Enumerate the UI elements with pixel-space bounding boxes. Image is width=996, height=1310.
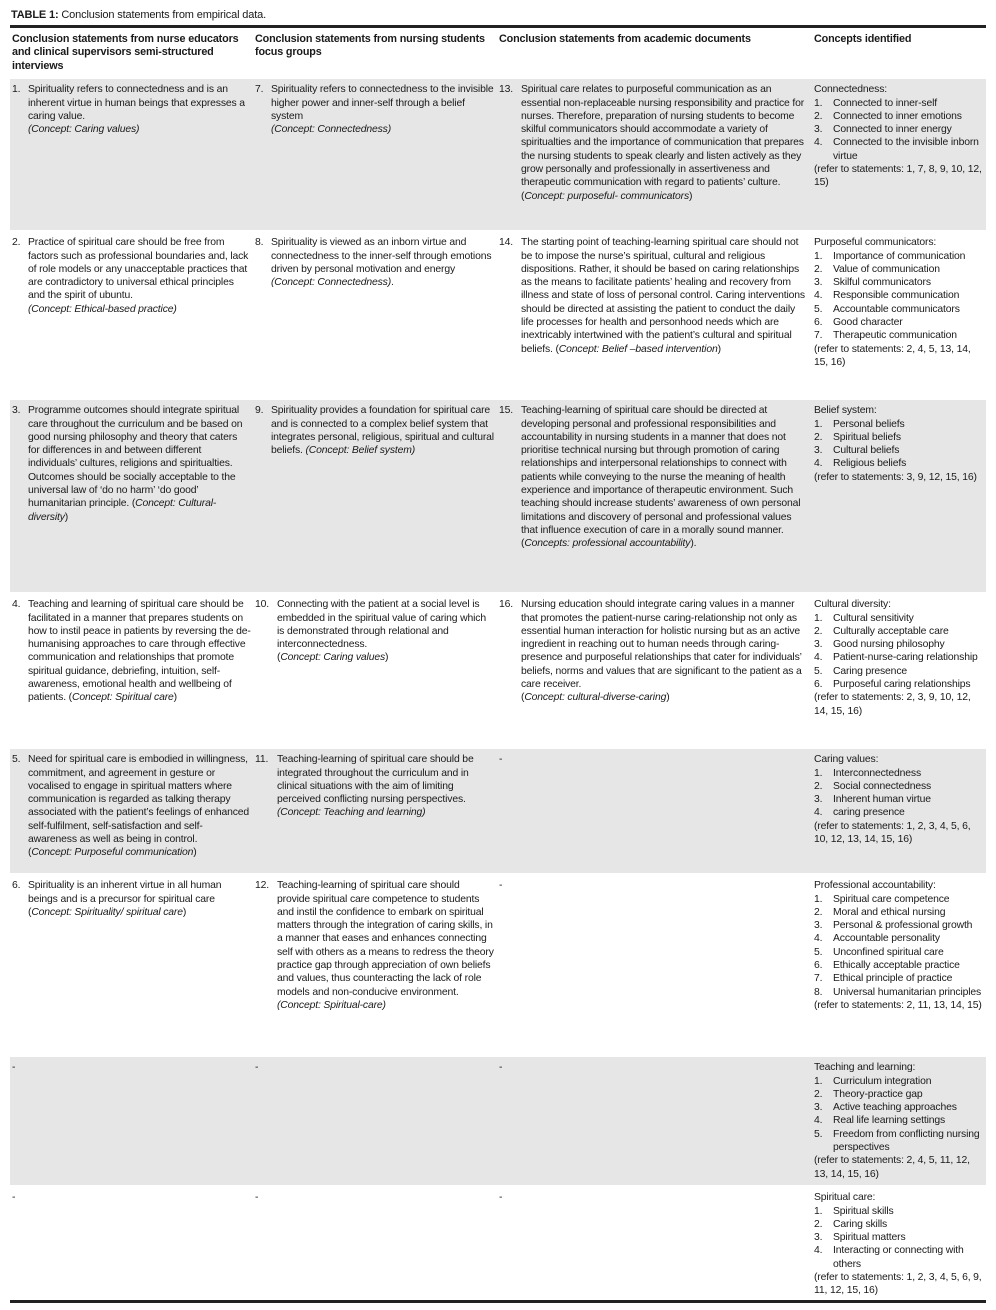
statement-number: 7. (255, 84, 264, 96)
statement-text (28, 753, 251, 859)
concept-item-text: Therapeutic communication (833, 330, 957, 342)
concept-close: ) (182, 906, 187, 918)
concept-item-number: 1. (814, 767, 823, 779)
concept-item-number: 2. (814, 1088, 823, 1100)
statement-number: 2. (12, 237, 21, 249)
concept-item-text: caring presence (833, 807, 905, 819)
concept-label: (Concept: Spiritual-care) (277, 999, 386, 1011)
concepts-cell (812, 874, 986, 1056)
statement-text (28, 83, 251, 136)
concept-open: ( (68, 692, 72, 704)
concept-item-text: Spiritual beliefs (833, 431, 901, 443)
concept-item (814, 972, 984, 985)
table-row (10, 593, 986, 748)
educator-statement-cell (10, 1186, 253, 1301)
educator-statement-cell (10, 78, 253, 231)
concept-item (814, 906, 984, 919)
concept-title: Cultural diversity: (814, 599, 891, 611)
statement-number: 11. (255, 754, 269, 766)
concept-title: Teaching and learning: (814, 1062, 916, 1074)
statement-text (277, 879, 495, 1012)
table-row (10, 1056, 986, 1186)
educator-statement (12, 753, 251, 859)
concept-refs: (refer to statements: 1, 7, 8, 9, 10, 12, 15) (814, 164, 982, 189)
concept-item (814, 1231, 984, 1244)
concept-item-number: 1. (814, 250, 823, 262)
concepts-cell (812, 1056, 986, 1186)
statement-body: Teaching and learning of spiritual care should be facilitated in a manner that prepares students on how to instil peace in patients by reversing the de-humanising approaches to care through effective communication and relationships that promote spiritual guidance, debriefing, intuition, self-awareness, emotional health and wellbeing of patients. (28, 599, 251, 704)
educator-statement-cell (10, 874, 253, 1056)
concept-item-text: Curriculum integration (833, 1075, 932, 1087)
document-statement-cell (497, 1186, 812, 1301)
educator-statement-cell (10, 593, 253, 748)
concept-item-number: 4. (814, 807, 823, 819)
concept-item-number: 7. (814, 973, 823, 985)
student-statement (255, 598, 495, 664)
concept-item (814, 625, 984, 638)
statement-body: Spiritual care relates to purposeful communication as an essential non-replaceable nursing responsibility and practice for nurses. Therefore, preparation of nursing students to become skilful communicators should accommodate a variety of spiritualties and the importance of communication that prepares the nursing students to speak clearly and listen actively as they grow personally and professionally in assertiveness and therapeutic communication with regard to patients’ culture. (521, 84, 805, 189)
concepts-cell (812, 1186, 986, 1301)
document-statement (499, 236, 810, 356)
document-statement (499, 598, 810, 704)
statement-text (28, 879, 251, 919)
concept-open: ( (28, 847, 32, 859)
concept-item-text: Ethically acceptable practice (833, 960, 960, 971)
concept-item-text: Freedom from conflicting nursing perspectives (833, 1128, 980, 1153)
concept-item-text: Real life learning settings (833, 1115, 946, 1127)
educator-statement (12, 598, 251, 704)
conclusion-statements-table (10, 25, 986, 1303)
concept-item (814, 431, 984, 444)
concept-item-text: Culturally acceptable care (833, 625, 949, 637)
concept-item-text: Personal beliefs (833, 418, 905, 430)
empty-dash: - (255, 1062, 259, 1074)
concept-label: Concept: Belief –based intervention (558, 343, 718, 355)
concept-refs: (refer to statements: 1, 2, 3, 4, 5, 6, 9, 11, 12, 15, 16) (814, 1272, 982, 1297)
concept-item-text: Religious beliefs (833, 458, 907, 470)
concept-item-text: Connected to inner emotions (833, 110, 962, 122)
concept-item-text: Value of communication (833, 263, 940, 275)
concept-item-number: 4. (814, 933, 823, 945)
concept-item (814, 123, 984, 136)
concept-title: Spiritual care: (814, 1192, 876, 1204)
concept-item (814, 1244, 984, 1271)
statement-text (271, 404, 495, 457)
educator-statement (12, 236, 251, 316)
concept-refs: (refer to statements: 1, 2, 3, 4, 5, 6, 10, 12, 13, 14, 15, 16) (814, 820, 971, 845)
statement-body: Connecting with the patient at a social level is embedded in the spiritual value of caring which is demonstrated through relational and interconnectedness. (277, 599, 486, 651)
concept-item-text: Good nursing philosophy (833, 639, 945, 651)
concept-label: Concept: Purposeful communication (31, 847, 194, 859)
concept-item (814, 110, 984, 123)
concept-label: (Concept: Teaching and learning) (277, 807, 426, 819)
concept-item (814, 793, 984, 806)
concepts-cell (812, 748, 986, 874)
concept-label: (Concept: Connectedness) (271, 124, 392, 136)
concept-item-text: Accountable personality (833, 933, 940, 945)
concept-item-number: 2. (814, 263, 823, 275)
educator-statement (12, 879, 251, 919)
concept-open: ( (28, 906, 32, 918)
statement-number: 6. (12, 880, 21, 892)
concept-label: Concept: Caring values (280, 652, 386, 664)
concept-item (814, 780, 984, 793)
document-statement-cell (497, 874, 812, 1056)
concept-item (814, 97, 984, 110)
statement-text (277, 753, 495, 819)
concept-item-number: 5. (814, 1128, 823, 1140)
student-statement-cell (253, 399, 497, 593)
concept-close: ) (717, 343, 721, 355)
concept-close: ) (193, 847, 197, 859)
educator-statement (12, 83, 251, 136)
concept-item (814, 329, 984, 342)
concept-item-text: Universal humanitarian principles (833, 986, 982, 998)
statement-body: Teaching-learning of spiritual care should be directed at developing personal and professional responsibilities and accountability in nursing students in a manner that does not prioritise technical nursing but through promotion of caring relationships and interpersonal relationships to connect with patients while conveying to the nurse the meaning of health experience and importance of therapeutic environment. Such teaching should increase students’ awareness of own personal limitations and discovery of personal and professional values that influence execution of care in a morally sound manner. (521, 405, 801, 536)
concept-label: Concept: Spiritual care (71, 692, 174, 704)
empty-dash: - (12, 1192, 16, 1204)
table-row (10, 748, 986, 874)
concept-item-text: Connected to the invisible inborn virtue (833, 137, 979, 162)
concept-item-text: Unconfined spiritual care (833, 946, 944, 958)
concept-item (814, 612, 984, 625)
concept-item-number: 4. (814, 137, 823, 149)
concept-refs: (refer to statements: 2, 4, 5, 13, 14, 15, 16) (814, 343, 971, 368)
concept-item-number: 4. (814, 1115, 823, 1127)
statement-number: 9. (255, 405, 264, 417)
concept-title: Belief system: (814, 405, 877, 417)
statement-body: Nursing education should integrate caring values in a manner that promotes the patient-nurse caring-relationship not only as essential human interaction for holistic nursing but as an active ingredient in reaching out to human needs through caring-presence and purposeful relationships that cater for individuals’ beliefs, norms and values that are significant to the patient as a care receiver. (521, 599, 802, 690)
table-row (10, 231, 986, 399)
student-statement-cell (253, 748, 497, 874)
statement-number: 16. (499, 599, 513, 611)
concept-item (814, 893, 984, 906)
concept-item-text: Interconnectedness (833, 767, 921, 779)
concept-item-number: 5. (814, 303, 823, 315)
concept-refs: (refer to statements: 2, 4, 5, 11, 12, 13, 14, 15, 16) (814, 1155, 970, 1180)
concept-item (814, 919, 984, 932)
student-statement-cell (253, 78, 497, 231)
concepts-cell (812, 399, 986, 593)
concept-item-text: Cultural beliefs (833, 445, 900, 457)
statement-number: 4. (12, 599, 21, 611)
concept-open: ( (555, 343, 559, 355)
concept-item-number: 2. (814, 1218, 823, 1230)
table-caption-text: Conclusion statements from empirical data. (58, 9, 267, 21)
concept-item (814, 678, 984, 691)
concept-item-text: Connected to inner-self (833, 97, 937, 109)
empty-dash: - (499, 754, 503, 766)
statement-body: Spirituality refers to connectedness and is an inherent virtue in human beings that expresses a caring value. (28, 84, 245, 122)
concept-item-number: 8. (814, 986, 823, 998)
concept-close: ) (64, 511, 69, 523)
concept-item-text: Inherent human virtue (833, 794, 931, 806)
table-header-row (10, 27, 986, 79)
empty-dash: - (12, 1062, 16, 1074)
concept-label: (Concept: Connectedness) (271, 277, 392, 289)
document-statement-cell (497, 748, 812, 874)
concepts-cell (812, 593, 986, 748)
statement-number: 3. (12, 405, 21, 417)
concepts-cell (812, 78, 986, 231)
statement-text (521, 598, 810, 704)
concept-item-number: 2. (814, 431, 823, 443)
student-statement (255, 404, 495, 457)
concept-item (814, 806, 984, 819)
statement-text (271, 236, 495, 289)
concept-label: Concept: purposeful- communicators (524, 190, 690, 202)
concept-item (814, 303, 984, 316)
empty-dash: - (499, 1192, 503, 1204)
table-row (10, 399, 986, 593)
concept-item (814, 932, 984, 945)
student-statement-cell (253, 1056, 497, 1186)
concept-item-text: Spiritual skills (833, 1205, 894, 1217)
concept-label: Concept: Cultural-diversity (28, 498, 217, 523)
student-statement (255, 753, 495, 819)
concept-item-number: 3. (814, 794, 823, 806)
concept-item-text: Moral and ethical nursing (833, 906, 946, 918)
concept-item-number: 4. (814, 652, 823, 664)
concept-label: (Concept: Caring values) (28, 124, 140, 136)
concept-item-text: Caring presence (833, 665, 907, 677)
concept-item-text: Patient-nurse-caring relationship (833, 652, 978, 664)
statement-body: Teaching-learning of spiritual care should be integrated throughout the curriculum and in clinical situations with the aim of limiting perceived conflicting nursing perspectives. (277, 754, 474, 806)
concept-item-number: 3. (814, 124, 823, 136)
empty-dash: - (255, 1192, 259, 1204)
statement-body: Spirituality provides a foundation for spiritual care and is connected to a complex belief system that integrates personal, religious, spiritual and cultural beliefs. (271, 405, 494, 457)
table-row (10, 78, 986, 231)
student-statement-cell (253, 1186, 497, 1301)
document-statement-cell (497, 593, 812, 748)
statement-body: Need for spiritual care is embodied in willingness, commitment, and agreement in gesture or vocalised to engage in spiritual matters where communication is regarded as talking therapy associated with the patient’s feelings of enhanced self-fulfilment, self-satisfaction and self-awareness as well as being in control. (28, 754, 250, 845)
statement-body: The starting point of teaching-learning spiritual care should not be to impose the nurse’s spiritual, cultural and religious dispositions. Rather, it should be based on caring relationships as the means to facilitate patients’ healing and recovery from illness and state of loss of personal control. Caring interventions should be directed at assisting the patient to conduct the daily life processes for health and personhood needs which are inextricably intertwined with the patient’s cultural and spiritual beliefs. (521, 237, 805, 355)
concept-open: ( (521, 692, 525, 704)
concept-item-number: 6. (814, 317, 823, 328)
educator-statement-cell (10, 399, 253, 593)
concept-refs: (refer to statements: 2, 11, 13, 14, 15) (814, 999, 982, 1011)
concept-item-number: 1. (814, 1205, 823, 1217)
concept-item-text: Connected to inner energy (833, 124, 952, 136)
concept-label: (Concept: Ethical-based practice) (28, 303, 177, 315)
educator-statement-cell (10, 748, 253, 874)
student-statement (255, 236, 495, 289)
empty-dash: - (499, 880, 503, 892)
concept-item-text: Importance of communication (833, 250, 966, 262)
concept-item-text: Purposeful caring relationships (833, 679, 971, 690)
concept-item (814, 263, 984, 276)
header-documents: Conclusion statements from academic documents (499, 33, 751, 45)
concept-item (814, 1218, 984, 1231)
concept-item-number: 1. (814, 418, 823, 430)
concept-item-number: 1. (814, 1075, 823, 1087)
concept-label: Concepts: professional accountability (524, 538, 691, 550)
concept-item-number: 2. (814, 625, 823, 637)
concept-close: ) (689, 190, 693, 202)
student-statement-cell (253, 874, 497, 1056)
concept-item (814, 946, 984, 959)
concept-close: ). (690, 538, 697, 550)
concept-item-number: 4. (814, 458, 823, 470)
header-concepts: Concepts identified (814, 33, 912, 45)
concept-item-number: 3. (814, 920, 823, 932)
concept-title: Purposeful communicators: (814, 237, 937, 249)
concept-item-text: Spiritual care competence (833, 893, 950, 905)
concept-item (814, 1205, 984, 1218)
table-label: TABLE 1: (11, 9, 59, 21)
statement-number: 5. (12, 754, 21, 766)
concept-item (814, 651, 984, 664)
concept-title: Professional accountability: (814, 880, 936, 892)
statement-body: Teaching-learning of spiritual care should provide spiritual care competence to students and instil the confidence to embark on spiritual matters through the integration of caring skills, in a manner that eases and enhances connecting self with others as a means to redress the theory practice gap through appreciation of own beliefs and values, thus counteracting the lack of role models and non-conducive environment. (277, 880, 494, 998)
concept-item (814, 444, 984, 457)
statement-number: 14. (499, 237, 513, 249)
concept-item-text: Accountable communicators (833, 303, 960, 315)
statement-text (521, 404, 810, 550)
concept-item-number: 1. (814, 612, 823, 624)
concept-item-number: 3. (814, 277, 823, 289)
concept-item (814, 665, 984, 678)
table-caption (11, 9, 266, 22)
statement-text (28, 236, 251, 316)
concept-item (814, 1088, 984, 1101)
concept-item-number: 1. (814, 893, 823, 905)
concept-item-number: 6. (814, 679, 823, 690)
concept-item-text: Interacting or connecting with others (833, 1245, 964, 1270)
concept-item-text: Good character (833, 317, 903, 328)
statement-number: 1. (12, 84, 21, 96)
statement-number: 13. (499, 84, 513, 96)
concept-label: Concept: cultural-diverse-caring (524, 692, 667, 704)
concept-item-text: Skilful communicators (833, 277, 931, 289)
statement-number: 12. (255, 880, 269, 892)
educator-statement (12, 404, 251, 524)
concept-close: ) (666, 692, 670, 704)
statement-body: Spirituality is an inherent virtue in all human beings and is a precursor for spiritual care (28, 880, 222, 905)
concept-item-number: 2. (814, 110, 823, 122)
concept-item (814, 1101, 984, 1114)
statement-text (521, 83, 810, 203)
concept-open: ( (131, 498, 136, 510)
concept-item-number: 3. (814, 1232, 823, 1244)
concept-item-number: 5. (814, 946, 823, 958)
statement-text (521, 236, 810, 356)
concept-item-number: 6. (814, 960, 823, 971)
document-statement (499, 83, 810, 203)
header-students: Conclusion statements from nursing students focus groups (255, 33, 485, 59)
concept-item (814, 316, 984, 329)
concept-item-text: Spiritual matters (833, 1232, 906, 1244)
concept-item-number: 3. (814, 639, 823, 651)
statement-body: Programme outcomes should integrate spiritual care throughout the curriculum and be based on good nursing philosophy and theory that caters for differences in and between different individuals’ cultures, religions and spiritualties. Outcomes should be socially acceptable to the universal law of ‘do no harm’ ‘do good’ humanitarian principle. (28, 405, 243, 510)
concept-item (814, 276, 984, 289)
header-educators: Conclusion statements from nurse educators and clinical supervisors semi-structured interviews (12, 33, 239, 72)
concept-item-number: 1. (814, 97, 823, 109)
concept-open: ( (521, 190, 525, 202)
concept-open: ( (521, 538, 525, 550)
concept-item-number: 4. (814, 290, 823, 302)
concept-close: . (391, 277, 394, 289)
concept-refs: (refer to statements: 2, 3, 9, 10, 12, 14, 15, 16) (814, 692, 971, 717)
statement-body: Spirituality is viewed as an inborn virtue and connectedness to the inner-self through emotions driven by personal motivation and energy (271, 237, 492, 275)
concept-item-text: Cultural sensitivity (833, 612, 914, 624)
concept-close: ) (385, 652, 389, 664)
concept-item (814, 986, 984, 999)
statement-body: Practice of spiritual care should be free from factors such as professional boundaries and, lack of role models or any unacceptable practices that are contradictory to universal ethical principles and the spirit of ubuntu. (28, 237, 249, 302)
document-statement-cell (497, 231, 812, 399)
table-row (10, 874, 986, 1056)
concept-item-text: Active teaching approaches (833, 1102, 957, 1114)
concept-item-number: 7. (814, 330, 823, 342)
concept-open: ( (277, 652, 281, 664)
concepts-cell (812, 231, 986, 399)
concept-item-text: Theory-practice gap (833, 1088, 923, 1100)
student-statement-cell (253, 231, 497, 399)
statement-body: Spirituality refers to connectedness to the invisible higher power and inner-self through a belief system (271, 84, 494, 122)
concept-item-number: 3. (814, 1102, 823, 1114)
concept-item (814, 1075, 984, 1088)
concept-item (814, 1114, 984, 1127)
table-body (10, 78, 986, 1301)
statement-number: 15. (499, 405, 513, 417)
concept-item-text: Personal & professional growth (833, 920, 973, 932)
concept-refs: (refer to statements: 3, 9, 12, 15, 16) (814, 471, 977, 483)
table-row (10, 1186, 986, 1301)
statement-number: 10. (255, 599, 269, 611)
concept-item-number: 2. (814, 906, 823, 918)
concept-item (814, 1128, 984, 1155)
educator-statement-cell (10, 231, 253, 399)
student-statement-cell (253, 593, 497, 748)
concept-item (814, 638, 984, 651)
concept-close: ) (173, 692, 177, 704)
concept-item-text: Caring skills (833, 1218, 888, 1230)
concept-item (814, 767, 984, 780)
student-statement (255, 879, 495, 1012)
concept-item-text: Social connectedness (833, 780, 932, 792)
concept-title: Caring values: (814, 754, 879, 766)
statement-text (28, 598, 251, 704)
concept-item-number: 5. (814, 665, 823, 677)
educator-statement-cell (10, 1056, 253, 1186)
concept-title: Connectedness: (814, 84, 887, 96)
statement-text (28, 404, 251, 524)
empty-dash: - (499, 1062, 503, 1074)
concept-item (814, 418, 984, 431)
statement-text (277, 598, 495, 664)
document-statement (499, 404, 810, 550)
document-statement-cell (497, 1056, 812, 1186)
concept-item-text: Responsible communication (833, 290, 960, 302)
concept-item (814, 289, 984, 302)
student-statement (255, 83, 495, 136)
concept-item-text: Ethical principle of practice (833, 973, 953, 985)
document-statement-cell (497, 78, 812, 231)
concept-item (814, 959, 984, 972)
concept-item-number: 4. (814, 1245, 823, 1257)
concept-label: Concept: Spirituality/ spiritual care (31, 906, 183, 918)
concept-label: (Concept: Belief system) (305, 445, 416, 457)
concept-item-number: 2. (814, 780, 823, 792)
concept-item (814, 136, 984, 163)
statement-number: 8. (255, 237, 264, 249)
document-statement-cell (497, 399, 812, 593)
concept-item-number: 3. (814, 445, 823, 457)
concept-item (814, 457, 984, 470)
statement-text (271, 83, 495, 136)
concept-item (814, 250, 984, 263)
